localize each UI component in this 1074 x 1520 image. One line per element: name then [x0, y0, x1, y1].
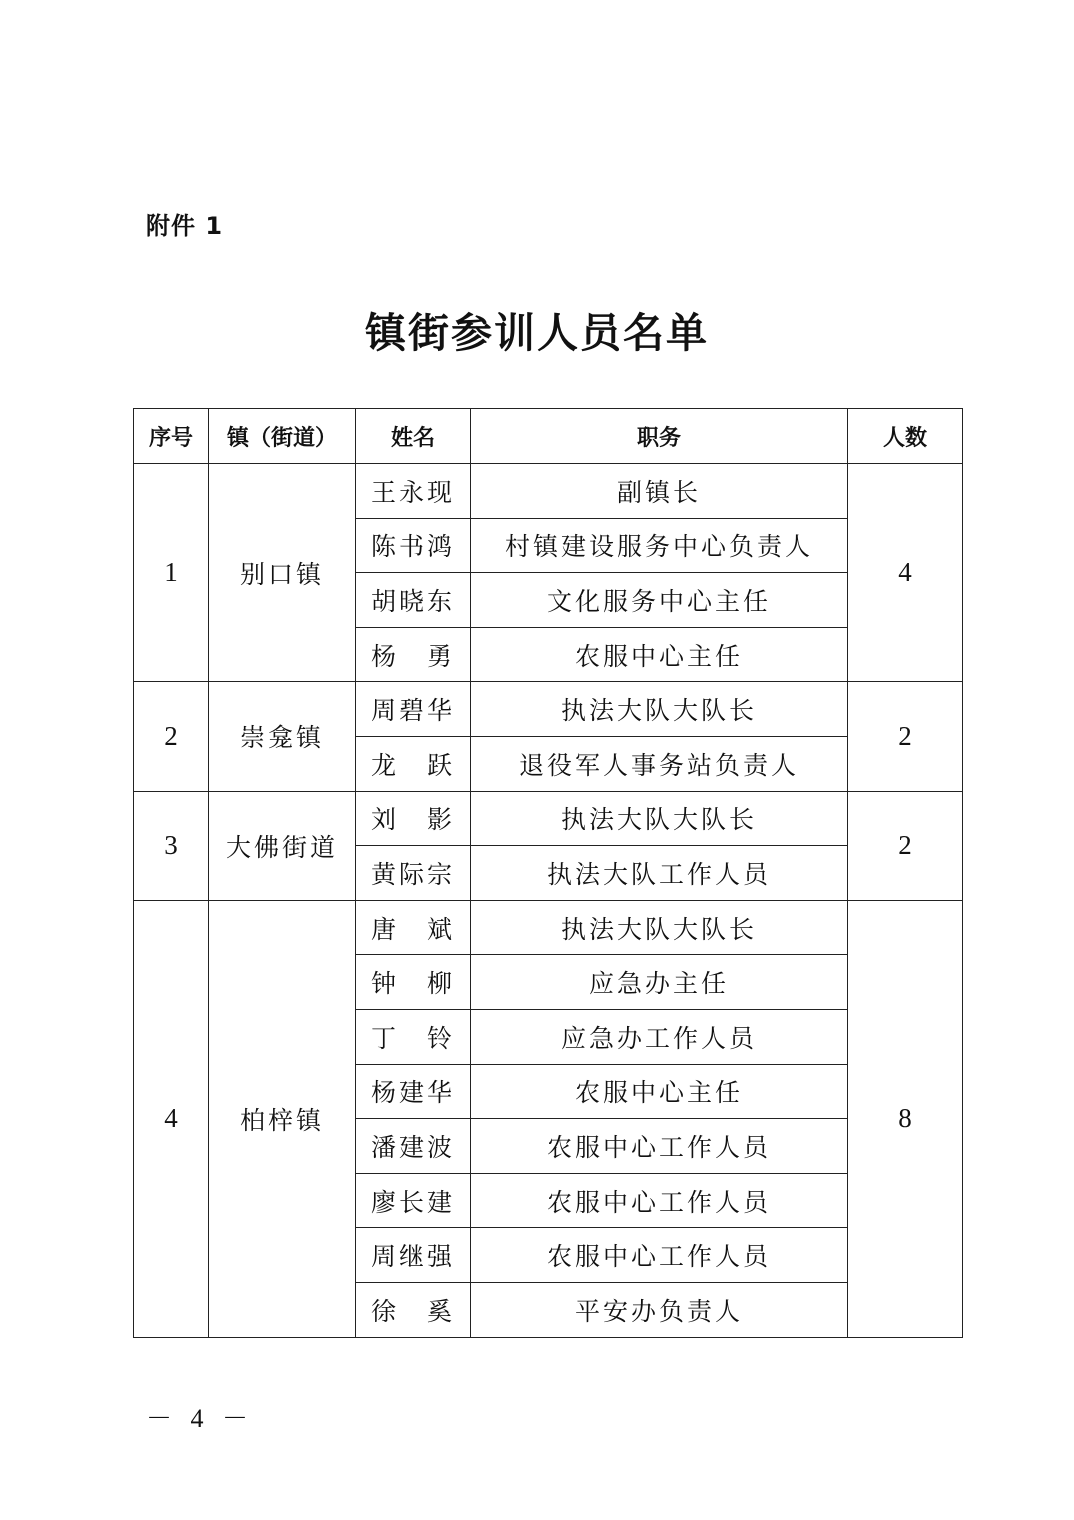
person-position-cell: 应急办主任 — [471, 955, 848, 1010]
roster-table — [133, 408, 963, 1338]
table-row — [134, 791, 963, 846]
header-count: 人数 — [848, 409, 963, 464]
person-position-cell: 农服中心主任 — [471, 1064, 848, 1119]
person-position-cell: 农服中心主任 — [471, 627, 848, 682]
group-town-cell: 大佛街道 — [209, 791, 356, 900]
person-name-cell: 唐 斌 — [356, 900, 471, 955]
person-name-cell: 陈书鸿 — [356, 518, 471, 573]
header-position: 职务 — [471, 409, 848, 464]
person-position-cell: 退役军人事务站负责人 — [471, 736, 848, 791]
person-position-cell: 农服中心工作人员 — [471, 1119, 848, 1174]
table-row — [134, 682, 963, 737]
group-count-cell: 2 — [848, 682, 963, 791]
table-row — [134, 900, 963, 955]
table-row — [134, 464, 963, 519]
person-position-cell: 执法大队大队长 — [471, 682, 848, 737]
person-name-cell: 王永现 — [356, 464, 471, 519]
person-name-cell: 胡晓东 — [356, 573, 471, 628]
table-body — [134, 464, 963, 1338]
group-count-cell: 8 — [848, 900, 963, 1337]
group-count-cell: 2 — [848, 791, 963, 900]
person-name-cell: 廖长建 — [356, 1173, 471, 1228]
person-position-cell: 村镇建设服务中心负责人 — [471, 518, 848, 573]
person-name-cell: 潘建波 — [356, 1119, 471, 1174]
document-title: 镇街参训人员名单 — [365, 309, 709, 357]
person-name-cell: 周继强 — [356, 1228, 471, 1283]
group-index-cell: 1 — [134, 464, 209, 682]
header-name: 姓名 — [356, 409, 471, 464]
group-town-cell: 柏梓镇 — [209, 900, 356, 1337]
person-position-cell: 副镇长 — [471, 464, 848, 519]
person-name-cell: 黄际宗 — [356, 846, 471, 901]
person-position-cell: 农服中心工作人员 — [471, 1228, 848, 1283]
person-name-cell: 钟 柳 — [356, 955, 471, 1010]
header-town: 镇（街道） — [209, 409, 356, 464]
attachment-label: 附件 1 — [146, 212, 224, 240]
person-name-cell: 刘 影 — [356, 791, 471, 846]
person-name-cell: 杨 勇 — [356, 627, 471, 682]
person-name-cell: 丁 铃 — [356, 1009, 471, 1064]
group-town-cell: 崇龛镇 — [209, 682, 356, 791]
page-number: － 4 － — [146, 1404, 255, 1433]
group-index-cell: 3 — [134, 791, 209, 900]
person-position-cell: 执法大队大队长 — [471, 791, 848, 846]
group-town-cell: 别口镇 — [209, 464, 356, 682]
person-position-cell: 执法大队大队长 — [471, 900, 848, 955]
header-index: 序号 — [134, 409, 209, 464]
person-name-cell: 徐 奚 — [356, 1282, 471, 1337]
person-name-cell: 杨建华 — [356, 1064, 471, 1119]
group-count-cell: 4 — [848, 464, 963, 682]
group-index-cell: 4 — [134, 900, 209, 1337]
person-position-cell: 农服中心工作人员 — [471, 1173, 848, 1228]
person-name-cell: 周碧华 — [356, 682, 471, 737]
group-index-cell: 2 — [134, 682, 209, 791]
person-position-cell: 文化服务中心主任 — [471, 573, 848, 628]
person-position-cell: 应急办工作人员 — [471, 1009, 848, 1064]
person-position-cell: 平安办负责人 — [471, 1282, 848, 1337]
person-position-cell: 执法大队工作人员 — [471, 846, 848, 901]
table-header-row — [134, 409, 963, 464]
person-name-cell: 龙 跃 — [356, 736, 471, 791]
